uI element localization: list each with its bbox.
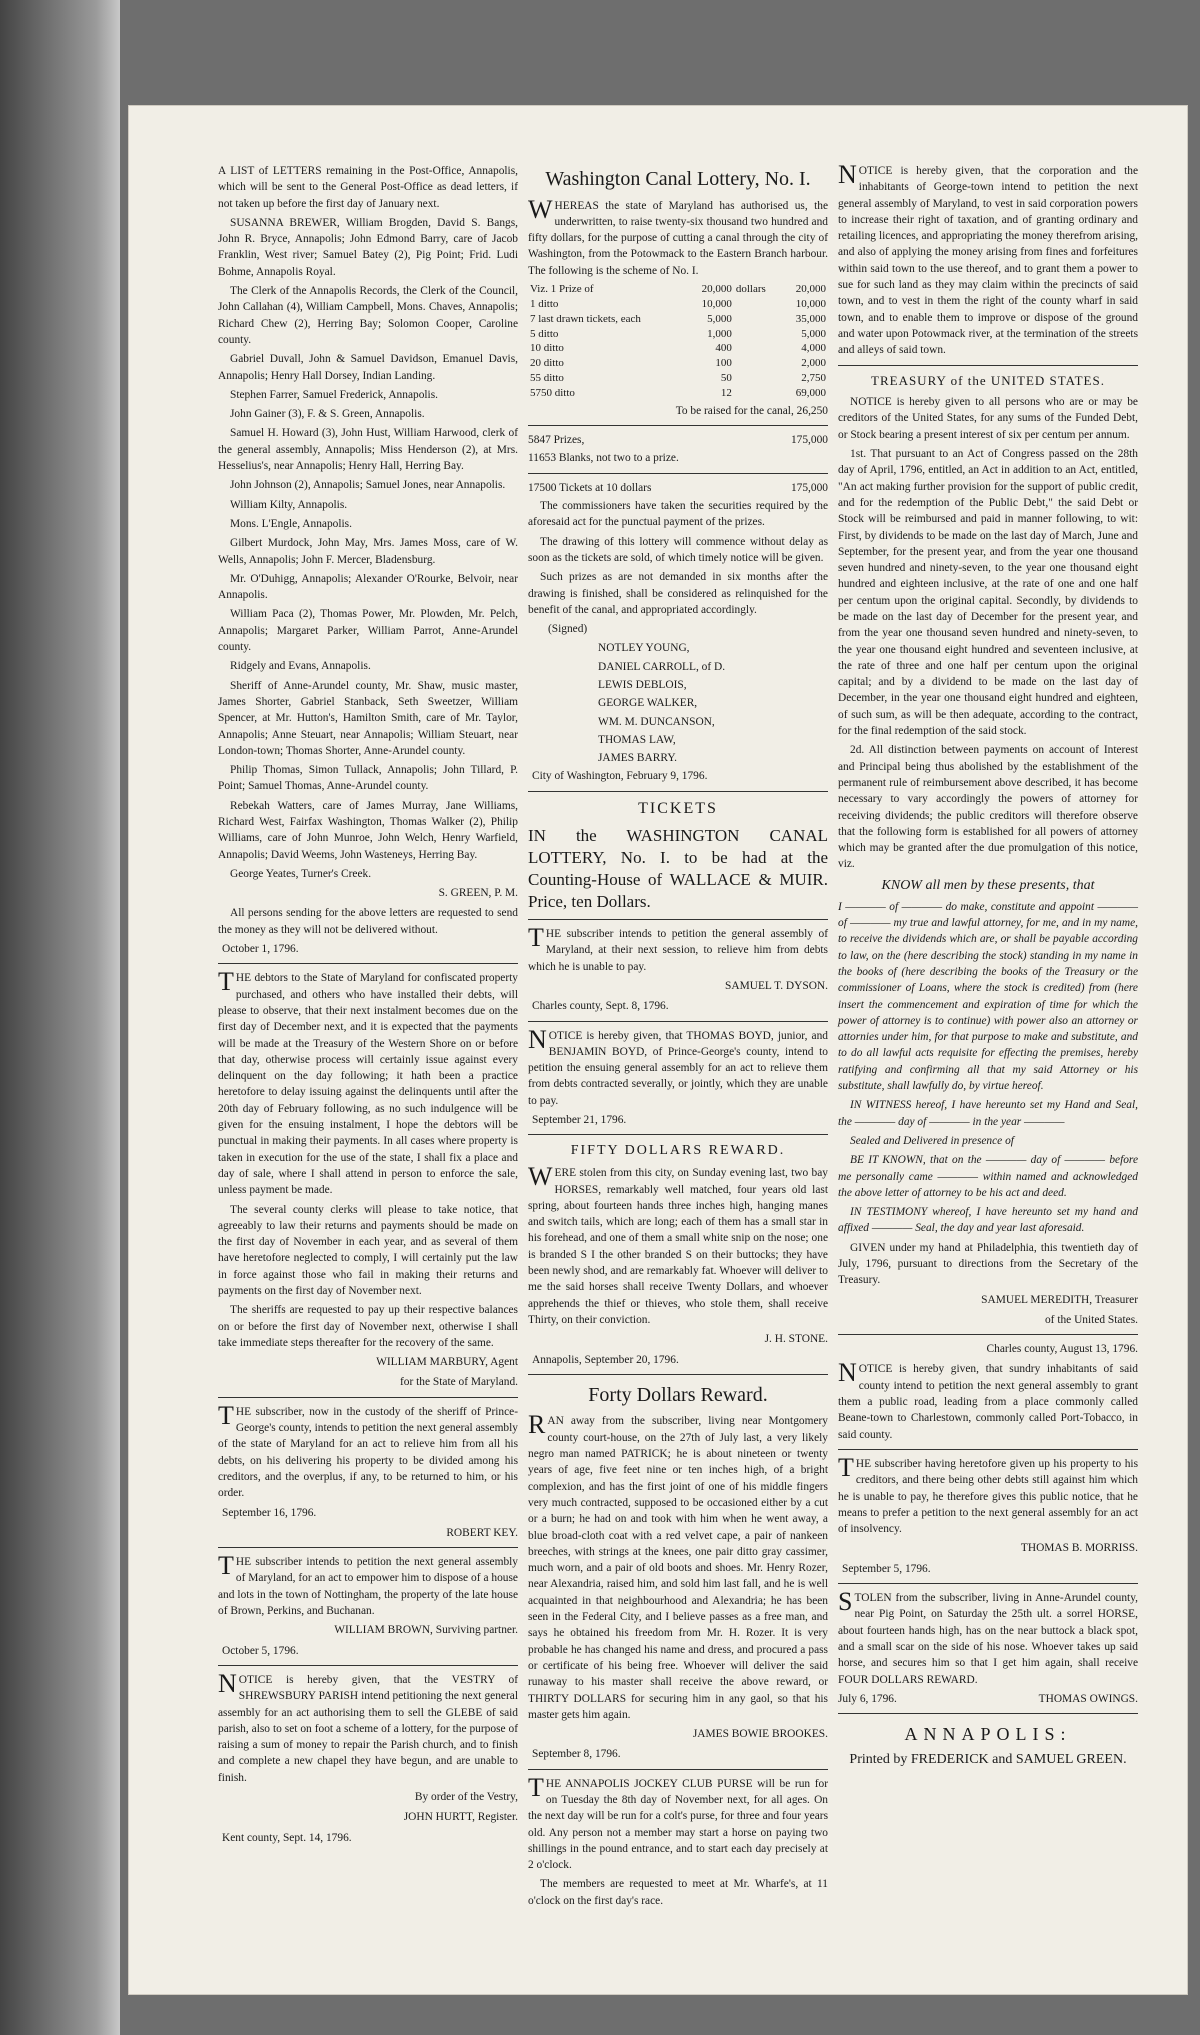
table-row: 5 ditto 1,000 5,000: [530, 327, 826, 340]
divider: [838, 1449, 1138, 1450]
letters-entry: Mr. O'Duhigg, Annapolis; Alexander O'Rourke, Belvoir, near Annapolis.: [218, 572, 518, 602]
table-row: 20 ditto 100 2,000: [530, 357, 826, 370]
letters-entry: Sheriff of Anne-Arundel county, Mr. Shaw, music master, James Shorter, Gabriel Stanback, Seth Sweetzer, William Spencer, at Mr. Hutton's, Hamilton Smith, care of Mr. Taylor, Annapolis; Anne Steuart, near Annapolis; William Steuart, near London-town; Thomas Shorter, Anne-Arundel county.: [218, 679, 518, 757]
letters-entry: William Paca (2), Thomas Power, Mr. Plowden, Mr. Pelch, Annapolis; Margaret Parker, William Parrot, Anne-Arundel county.: [218, 608, 518, 654]
canal-para: The commissioners have taken the securities required by the aforesaid act for the punctual payment of the prizes.: [528, 500, 828, 529]
fifty-signer: J. H. STONE.: [764, 1333, 828, 1346]
divider: [838, 1334, 1138, 1335]
fifty-body: WERE stolen from this city, on Sunday evening last, two bay HORSES, remarkably well matched, four years old last spring, about fourteen hands three inches high, hanging manes and switch tails, which are long; each of them has a small star in his forehead, and one of them a small white snip on the nose; one is branded S I the other branded S on their buttocks; they have been newly shod, and are remarkably fat. Whoever will deliver to me the said horses shall receive Twenty Dollars, and whoever apprehends the thief or thieves, who stole them, shall receive Thirty, on their conviction.: [528, 1162, 828, 1326]
form-text: IN TESTIMONY whereof, I have hereunto set my hand and affixed ———— Seal, the day and year last aforesaid.: [838, 1206, 1138, 1235]
stolen-footer: July 6, 1796. THOMAS OWINGS.: [838, 1692, 1138, 1705]
canal-blanks: 11653 Blanks, not two to a prize.: [528, 452, 679, 465]
boyd-date: September 21, 1796.: [532, 1113, 627, 1126]
table-row: Viz. 1 Prize of 20,000 dollars 20,000: [530, 283, 826, 296]
dyson-signer: SAMUEL T. DYSON.: [725, 979, 828, 992]
boyd-body: NOTICE is hereby given, that THOMAS BOYD, junior, and BENJAMIN BOYD, of Prince-George's county, intend to petition the ensuing general assembly for an act to relieve them from debts contracted severally, or jointly, which they are unable to pay.: [528, 1024, 828, 1107]
morriss-body: THE subscriber having heretofore given up his property to his creditors, and there being other debts still against him which he is unable to pay, he therefore gives this public notice, that he means to prefer a petition to the next general assembly for an act of insolvency.: [838, 1452, 1138, 1536]
vestry-signer: JOHN HURTT, Register.: [403, 1811, 518, 1824]
treasury-para: 2d. All distinction between payments on account of Interest and Principal being thus abolished by the establishment of the permanent rule of reimbursement above described, it has become necessary to vary accordingly the powers of attorney for receiving dividends; the public creditors will therefore observe that the following form is established for all powers of attorney which may be granted after the due promulgation of this notice, viz.: [838, 744, 1138, 871]
newspaper-page: [128, 105, 1188, 1995]
divider: [838, 365, 1138, 366]
form-text: BE IT KNOWN, that on the ———— day of ———— before me personally came ———— within named and acknowledged the above letter of attorney to be his act and deed.: [838, 1154, 1138, 1199]
letters-entry: Gilbert Murdock, John May, Mrs. James Moss, care of W. Wells, Annapolis; John F. Mercer, Bladensburg.: [218, 537, 518, 566]
key-date: September 16, 1796.: [222, 1506, 317, 1519]
treasury-para: 1st. That pursuant to an Act of Congress passed on the 28th day of April, 1796, entitled, an Act in addition to an Act, entitled, "An act making further provision for the support of public credit, and for the redemption of the Public Debt," the said Debt or Stock will be reimbursed and paid in manner following, to wit: First, by dividends to be made on the last day of March, June and September, for the present year, and from the year one thousand seven hundred and ninety-seven, to the year one thousand eight hundred and eighteen inclusive, at the rate of one and one half per centum upon the original capital. Secondly, by dividends to be made on the last day of December for the present year, and from the year one thousand seven hundred and ninety-seven, to the year one thousand eight hundred and seventeen inclusive, at the rate of three and one half per centum upon the original capital; and by a dividend to be made on the last day of December, in the year one thousand eight hundred and eighteen, of such sum, as will be then adequate, according to the contract, for the final redemption of the said stock.: [838, 448, 1138, 738]
divider: [528, 1021, 828, 1022]
letters-entry: Philip Thomas, Simon Tullack, Annapolis; John Tillard, P. Point; Samuel Thomas, Anne-Arundel county.: [218, 764, 518, 793]
divider: [218, 963, 518, 964]
divider: [528, 425, 828, 426]
letters-entry: John Johnson (2), Annapolis; Samuel Jones, near Annapolis.: [230, 479, 506, 492]
vestry-order: By order of the Vestry,: [414, 1791, 518, 1804]
letters-entry: The Clerk of the Annapolis Records, the Clerk of the Council, John Callahan (4), William Campbell, Mons. Chaves, Annapolis; Richard Chew (2), Herring Bay; Solomon Cooper, Caroline county.: [218, 285, 518, 346]
forty-body: RAN away from the subscriber, living near Montgomery county court-house, on the 27th of July last, a very likely negro man named PATRICK; he is about nineteen or twenty years of age, five feet nine or ten inches high, of a bright complexion, and has the first joint of one of his middle fingers very much contracted, supposed to be occasioned either by a cut or a burn; he had on and took with him when he went away, a blue broad-cloth coat with a red velvet cape, a pair of nankeen breeches, with strings at the knees, one pair ditto gray cassimer, much worn, and a pair of old boots and shoes. Mr. Henry Rozer, near Alexandria, raised him, and sold him last fall, and he is well acquainted in that neighbourhood and Alexandria; he has been seen in the Federal City, and I believe passes as a free man, and says he obtained his freedom from Mr. H. Rozer. It is very probable he has changed his name and dress, and procured a pass or certificate of his being free. Whoever will deliver the said runaway to his master shall receive the above reward, or THIRTY DOLLARS for securing him in any gaol, so that his master gets him again.: [528, 1410, 828, 1721]
letters-entry: Ridgely and Evans, Annapolis.: [230, 660, 371, 673]
dyson-date: Charles county, Sept. 8, 1796.: [532, 1000, 669, 1013]
forty-date: September 8, 1796.: [532, 1748, 621, 1761]
canal-place: City of Washington, February 9, 1796.: [532, 770, 708, 783]
treasury-signer-title: of the United States.: [1044, 1313, 1138, 1326]
vestry-body: NOTICE is hereby given, that the VESTRY of SHREWSBURY PARISH intend petitioning the next general assembly for an act authorising them to sell the GLEBE of said parish, also to set on foot a scheme of a lottery, for the purpose of raising a sum of money to repair the Parish church, and to finish and complete a new chapel they have begun, and are unable to finish.: [218, 1668, 518, 1784]
letters-entry: George Yeates, Turner's Creek.: [230, 867, 372, 880]
vestry-date: Kent county, Sept. 14, 1796.: [222, 1831, 352, 1844]
tickets-heading: TICKETS: [638, 799, 718, 817]
jockey-body: THE ANNAPOLIS JOCKEY CLUB PURSE will be run for on Tuesday the 8th day of November next, for all ages. On the next day will be run for a colt's purse, for three and four years old. Any person not a member may start a horse on paying two shillings in the pound entrance, and to start each day precisely at 2 o'clock.: [528, 1772, 828, 1872]
fifty-title: FIFTY DOLLARS REWARD.: [570, 1143, 786, 1159]
stolen-body: STOLEN from the subscriber, living in Anne-Arundel county, near Pig Point, on Saturday the 25th ult. a sorrel HORSE, about fourteen hands high, has on the near buttock a black spot, and a small scar on the side of his nose. Whoever takes up said horse, and secures him so that I get him again, shall receive FOUR DOLLARS REWARD.: [838, 1587, 1138, 1686]
letters-entry: Mons. L'Engle, Annapolis.: [230, 517, 352, 530]
commissioner-name: JAMES BARRY.: [598, 752, 677, 765]
treasury-intro: NOTICE is hereby given to all persons who are or may be creditors of the United States, for any sums of the Funded Debt, or Stock bearing a present interest of six per centum per annum.: [838, 396, 1138, 441]
dyson-body: THE subscriber intends to petition the general assembly of Maryland, at their next session, to relieve him from debts which he is unable to pay.: [528, 923, 828, 973]
georgetown-body: NOTICE is hereby given, that the corporation and the inhabitants of George-town intend to petition the next general assembly of Maryland, to vest in said corporation powers to increase their right of taxation, and of granting ordinary and retailing licences, and appropriating the money therefrom arising, and also of applying the money arising from fines and forfeitures within said town to the use thereof, and to grant them a power to sue for such land as they may claim within the precincts of said town, and to vest in them the right of the county wharf in said town, and to enable them to improve or dispose of the ground and water upon Potowmack river, at the termination of the streets and alleys of said town.: [838, 160, 1138, 357]
lottery-scheme-table: [528, 282, 828, 401]
canal-para: The drawing of this lottery will commence without delay as soon as the tickets are sold, of which timely notice will be given.: [528, 535, 828, 564]
divider: [528, 1374, 828, 1375]
morriss-date: September 5, 1796.: [842, 1562, 931, 1575]
canal-signed: (Signed): [548, 623, 588, 636]
debtors-signer-title: for the State of Maryland.: [400, 1376, 518, 1389]
table-row: 55 ditto 50 2,750: [530, 372, 826, 385]
letters-entry: Gabriel Duvall, John & Samuel Davidson, Emanuel Davis, Annapolis; Henry Hall Dorsey, Indian Landing.: [218, 353, 518, 382]
divider: [528, 1134, 828, 1135]
divider: [218, 1397, 518, 1398]
form-text: Sealed and Delivered in presence of: [850, 1134, 1014, 1147]
tickets-body: IN the WASHINGTON CANAL LOTTERY, No. I. to be had at the Counting-House of WALLACE & MUIR. Price, ten Dollars.: [528, 825, 828, 911]
debtors-signer: WILLIAM MARBURY, Agent: [376, 1356, 518, 1369]
letters-heading: A LIST of LETTERS remaining in the Post-Office, Annapolis, which will be sent to the General Post-Office as dead letters, if not taken up before the first day of January next.: [218, 165, 518, 210]
table-row: 7 last drawn tickets, each 5,000 35,000: [530, 312, 826, 325]
morriss-signer: THOMAS B. MORRISS.: [1020, 1542, 1138, 1555]
commissioner-name: THOMAS LAW,: [598, 733, 676, 746]
commissioner-name: GEORGE WALKER,: [598, 697, 698, 710]
commissioner-name: DANIEL CARROLL, of D.: [598, 660, 726, 673]
commissioner-name: LEWIS DEBLOIS,: [598, 678, 687, 691]
treasury-signer: SAMUEL MEREDITH, Treasurer: [981, 1293, 1138, 1306]
debtors-body-2: The several county clerks will please to take notice, that agreeably to law their returns and payments should be made on the first day of November in each year, and as several of them have heretofore neglected to comply, I will certainly put the law in force against those who fail in making their returns and payments on the first day of November next.: [218, 1203, 518, 1297]
canal-para: Such prizes as are not demanded in six months after the drawing is finished, shall be considered as relinquished for the benefit of the canal, and appropriated accordingly.: [528, 571, 828, 616]
column-1: [218, 163, 518, 1850]
table-row: 1 ditto 10,000 10,000: [530, 297, 826, 310]
commissioner-name: NOTLEY YOUNG,: [598, 642, 690, 655]
forty-title: Forty Dollars Reward.: [588, 1383, 768, 1406]
canal-intro: WHEREAS the state of Maryland has authorised us, the underwritten, to raise twenty-six thousand two hundred and fifty dollars, for the purpose of cutting a canal through the city of Washington, from the Potowmack to the Eastern Branch harbour. The following is the scheme of No. I.: [528, 194, 828, 277]
letters-entry: John Gainer (3), F. & S. Green, Annapolis.: [230, 408, 425, 421]
letters-entry: Rebekah Watters, care of James Murray, Jane Williams, Richard West, Fairfax Washington, Thomas Walker (2), Philip Williams, care of John Munroe, John Welch, Henry Warfield, Annapolis; David Weems, John Wasteneys, Herring Bay.: [218, 799, 518, 861]
fifty-date: Annapolis, September 20, 1796.: [532, 1353, 679, 1366]
table-row: 5750 ditto 12 69,000: [530, 386, 826, 399]
jockey-body-2: The members are requested to meet at Mr. Wharfe's, at 11 o'clock on the first day's race.: [528, 1878, 828, 1907]
divider: [528, 473, 828, 474]
road-dateline: Charles county, August 13, 1796.: [986, 1343, 1138, 1356]
column-3: [838, 160, 1138, 1770]
divider: [528, 919, 828, 920]
letters-entry: SUSANNA BREWER, William Brogden, David S. Bangs, John R. Bryce, Annapolis; John Edmond Barry, care of Jacob Franklin, West river; Samuel Batey (2), Pig Point; Frid. Ludi Bohme, Annapolis Royal.: [218, 216, 518, 278]
letters-signer: S. GREEN, P. M.: [438, 887, 518, 900]
letters-date: October 1, 1796.: [222, 943, 299, 956]
letters-notice: All persons sending for the above letters are requested to send the money as they will not be delivered without.: [218, 907, 518, 936]
divider: [838, 1713, 1138, 1714]
form-text: IN WITNESS hereof, I have hereunto set my Hand and Seal, the ———— day of ———— in the year ————: [838, 1099, 1138, 1128]
canal-title: Washington Canal Lottery, No. I.: [545, 168, 811, 190]
form-text: I ———— of ———— do make, constitute and appoint ———— of ———— my true and lawful attorney, for me, and in my name, to receive the dividends which are, or shall be payable according to law, on the (here describing the stock) standing in my name in the books of (here describing the books of the Treasury or the commissioner of Loans, where the stock is credited) from (here insert the commencement and expiration of time for which the power of attorney is to continue) with power also an attorney or attornies under him, for that purpose to make and substitute, and to do all lawful acts requisite for effecting the premises, hereby ratifying and confirming all that my said Attorney or his substitute, shall lawfully do, by virtue hereof.: [838, 900, 1138, 1093]
imprint-place: ANNAPOLIS:: [904, 1724, 1072, 1745]
imprint-printers: Printed by FREDERICK and SAMUEL GREEN.: [849, 1751, 1127, 1767]
divider: [528, 1769, 828, 1770]
key-body: THE subscriber, now in the custody of the sheriff of Prince-George's county, intends to petition the next general assembly of the state of Maryland for an act to relieve him from all his debts, on his delivering his property to be divided among his creditors, and the overplus, if any, to be returned to him, or his order.: [218, 1400, 518, 1500]
letters-entry: William Kilty, Annapolis.: [230, 498, 348, 511]
book-binding: [0, 0, 120, 2035]
brown-body: THE subscriber intends to petition the next general assembly of Maryland, for an act to empower him to dispose of a house and lots in the town of Nottingham, the property of the late house of Brown, Perkins, and Buchanan.: [218, 1551, 518, 1618]
divider: [838, 1583, 1138, 1584]
canal-tickets: 17500 Tickets at 10 dollars 175,000: [528, 481, 828, 494]
brown-date: October 5, 1796.: [222, 1644, 299, 1657]
debtors-body: THE debtors to the State of Maryland for confiscated property purchased, and others who have installed their debts, will please to observe, that their next instalment becomes due on the first day of December next, and it is expected that the payments will be made at the Treasury of the Western Shore on or before that day, otherwise process will certainly issue against every delinquent on the day following; it hath been a practice heretofore to delay issuing against the delinquents until after the 20th day of February following, as no such indulgence will be given for the ensuing instalment, I hope the debtors will be punctual in making their payments. In all cases where property is taken in execution for the use of the state, I shall fix a place and day of sale, where I shall attend in person to enforce the sale, unless payment be made.: [218, 967, 518, 1197]
form-heading: KNOW all men by these presents, that: [881, 877, 1095, 893]
commissioner-name: WM. M. DUNCANSON,: [598, 715, 715, 728]
brown-signer: WILLIAM BROWN, Surviving partner.: [334, 1624, 518, 1637]
key-signer: ROBERT KEY.: [446, 1526, 518, 1539]
road-body: NOTICE is hereby given, that sundry inhabitants of said county intend to petition the next general assembly to grant them a public road, leading from a place commonly called Beane-town to Charlestown, commonly called Port-Tobacco, in said county.: [838, 1358, 1138, 1441]
treasury-given: GIVEN under my hand at Philadelphia, this twentieth day of July, 1796, pursuant to directions from the Secretary of the Treasury.: [838, 1241, 1138, 1287]
table-row: 10 ditto 400 4,000: [530, 342, 826, 355]
debtors-body-3: The sheriffs are requested to pay up their respective balances on or before the first day of November next, otherwise I shall take immediate steps thereafter for the recovery of the same.: [218, 1304, 518, 1349]
letters-entry: Stephen Farrer, Samuel Frederick, Annapolis.: [230, 388, 439, 401]
treasury-title: TREASURY of the UNITED STATES.: [871, 372, 1105, 388]
canal-prizes: 5847 Prizes, 175,000: [528, 434, 828, 447]
letters-entry: Samuel H. Howard (3), John Hust, William Harwood, clerk of the general assembly, Annapolis; Miss Henderson (2), at Mrs. Hesselius's, near Annapolis; Henry Hall, Herring Bay.: [218, 427, 518, 473]
divider: [528, 791, 828, 792]
canal-raised: To be raised for the canal, 26,250: [675, 404, 828, 417]
column-2: [528, 163, 828, 1912]
forty-signer: JAMES BOWIE BROOKES.: [692, 1728, 828, 1741]
divider: [218, 1665, 518, 1666]
divider: [218, 1547, 518, 1548]
